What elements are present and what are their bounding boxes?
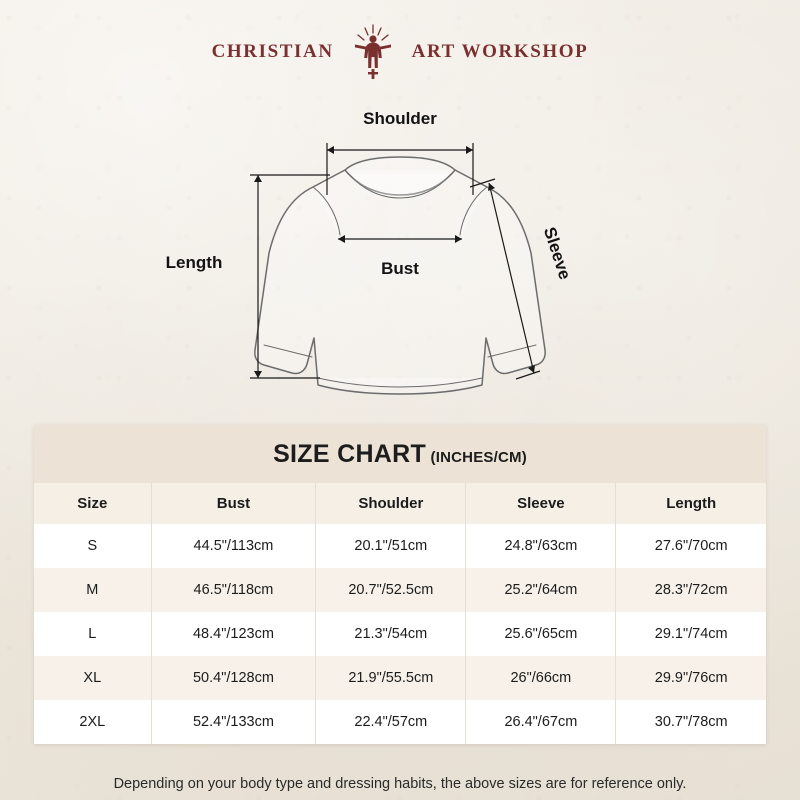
size-chart-title-main: SIZE CHART xyxy=(273,440,427,468)
cell-bust: 50.4"/128cm xyxy=(151,656,316,700)
christ-figure-logo-icon xyxy=(344,23,402,81)
cell-length: 28.3"/72cm xyxy=(616,568,766,612)
size-chart-table xyxy=(34,483,766,744)
column-header-bust: Bust xyxy=(151,483,316,524)
size-chart-footnote: Depending on your body type and dressing habits, the above sizes are for reference only. xyxy=(113,776,687,792)
table-row xyxy=(34,568,766,612)
cell-length: 29.9"/76cm xyxy=(616,656,766,700)
label-shoulder: Shoulder xyxy=(363,109,437,128)
cell-length: 27.6"/70cm xyxy=(616,524,766,568)
cell-bust: 46.5"/118cm xyxy=(151,568,316,612)
cell-size: M xyxy=(34,568,151,612)
size-chart-title xyxy=(34,425,766,483)
cell-shoulder: 20.7"/52.5cm xyxy=(316,568,466,612)
cell-sleeve: 26.4"/67cm xyxy=(466,700,616,744)
cell-size: XL xyxy=(34,656,151,700)
brand-name-left: CHRISTIAN xyxy=(211,41,334,62)
table-header-row xyxy=(34,483,766,524)
cell-length: 30.7"/78cm xyxy=(616,700,766,744)
column-header-length: Length xyxy=(616,483,766,524)
label-length: Length xyxy=(165,253,223,272)
size-chart-title-units: (INCHES/CM) xyxy=(430,449,527,466)
table-row xyxy=(34,612,766,656)
cell-shoulder: 21.9"/55.5cm xyxy=(316,656,466,700)
cell-size: S xyxy=(34,524,151,568)
table-row xyxy=(34,700,766,744)
cell-sleeve: 25.2"/64cm xyxy=(466,568,616,612)
column-header-sleeve: Sleeve xyxy=(466,483,616,524)
label-sleeve: Sleeve xyxy=(539,224,575,282)
cell-length: 29.1"/74cm xyxy=(616,612,766,656)
cell-size: L xyxy=(34,612,151,656)
cell-sleeve: 26"/66cm xyxy=(466,656,616,700)
cell-shoulder: 22.4"/57cm xyxy=(316,700,466,744)
cell-sleeve: 25.6"/65cm xyxy=(466,612,616,656)
size-chart-card xyxy=(34,425,766,744)
cell-sleeve: 24.8"/63cm xyxy=(466,524,616,568)
table-row xyxy=(34,524,766,568)
cell-shoulder: 21.3"/54cm xyxy=(316,612,466,656)
column-header-shoulder: Shoulder xyxy=(316,483,466,524)
cell-shoulder: 20.1"/51cm xyxy=(316,524,466,568)
label-bust: Bust xyxy=(381,259,419,278)
table-row xyxy=(34,656,766,700)
brand-header xyxy=(0,22,800,82)
brand-name-right: ART WORKSHOP xyxy=(411,41,589,62)
cell-bust: 48.4"/123cm xyxy=(151,612,316,656)
cell-size: 2XL xyxy=(34,700,151,744)
garment-illustration xyxy=(0,95,800,415)
cell-bust: 52.4"/133cm xyxy=(151,700,316,744)
cell-bust: 44.5"/113cm xyxy=(151,524,316,568)
column-header-size: Size xyxy=(34,483,151,524)
